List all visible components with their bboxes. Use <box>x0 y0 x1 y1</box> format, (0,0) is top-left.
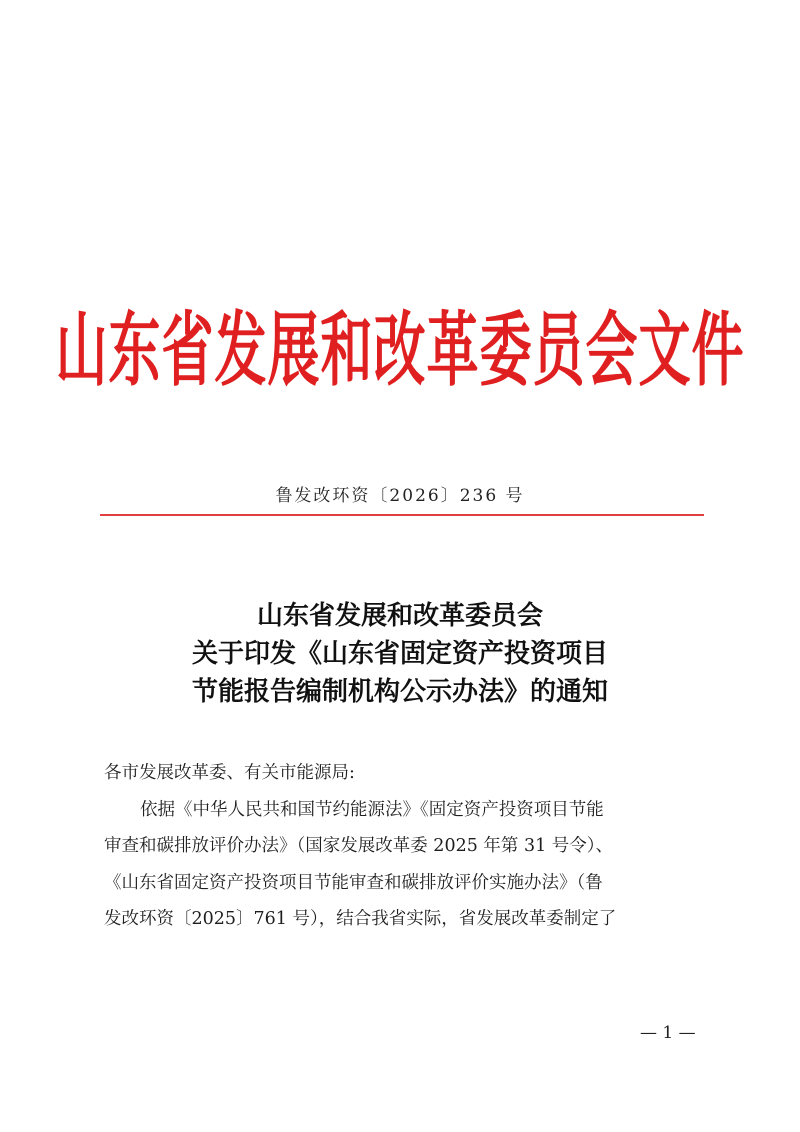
document-number: 鲁发改环资〔2026〕236 号 <box>275 486 525 506</box>
title-line: 山东省发展和改革委员会 <box>256 601 543 631</box>
title-line: 关于印发《山东省固定资产投资项目 <box>191 639 608 669</box>
body-line: 依据《中华人民共和国节约能源法》《固定资产投资项目节能 <box>140 799 604 820</box>
masthead-title: 山东省发展和改革委员会文件 <box>55 303 745 399</box>
body-line: 发改环资〔2025〕761 号），结合我省实际，省发展改革委制定了 <box>104 909 617 929</box>
salutation: 各市发展改革委、有关市能源局: <box>104 763 355 783</box>
notice-title <box>0 597 800 711</box>
title-line: 节能报告编制机构公示办法》的通知 <box>191 677 608 707</box>
page-number: — 1 — <box>640 1023 696 1043</box>
body-line: 《山东省固定资产投资项目节能审查和碳排放评价实施办法》（鲁 <box>104 872 603 893</box>
body-text <box>104 755 704 938</box>
red-separator-line <box>100 514 704 516</box>
body-line: 审查和碳排放评价办法》（国家发展改革委 2025 年第 31 号令）、 <box>104 836 614 856</box>
